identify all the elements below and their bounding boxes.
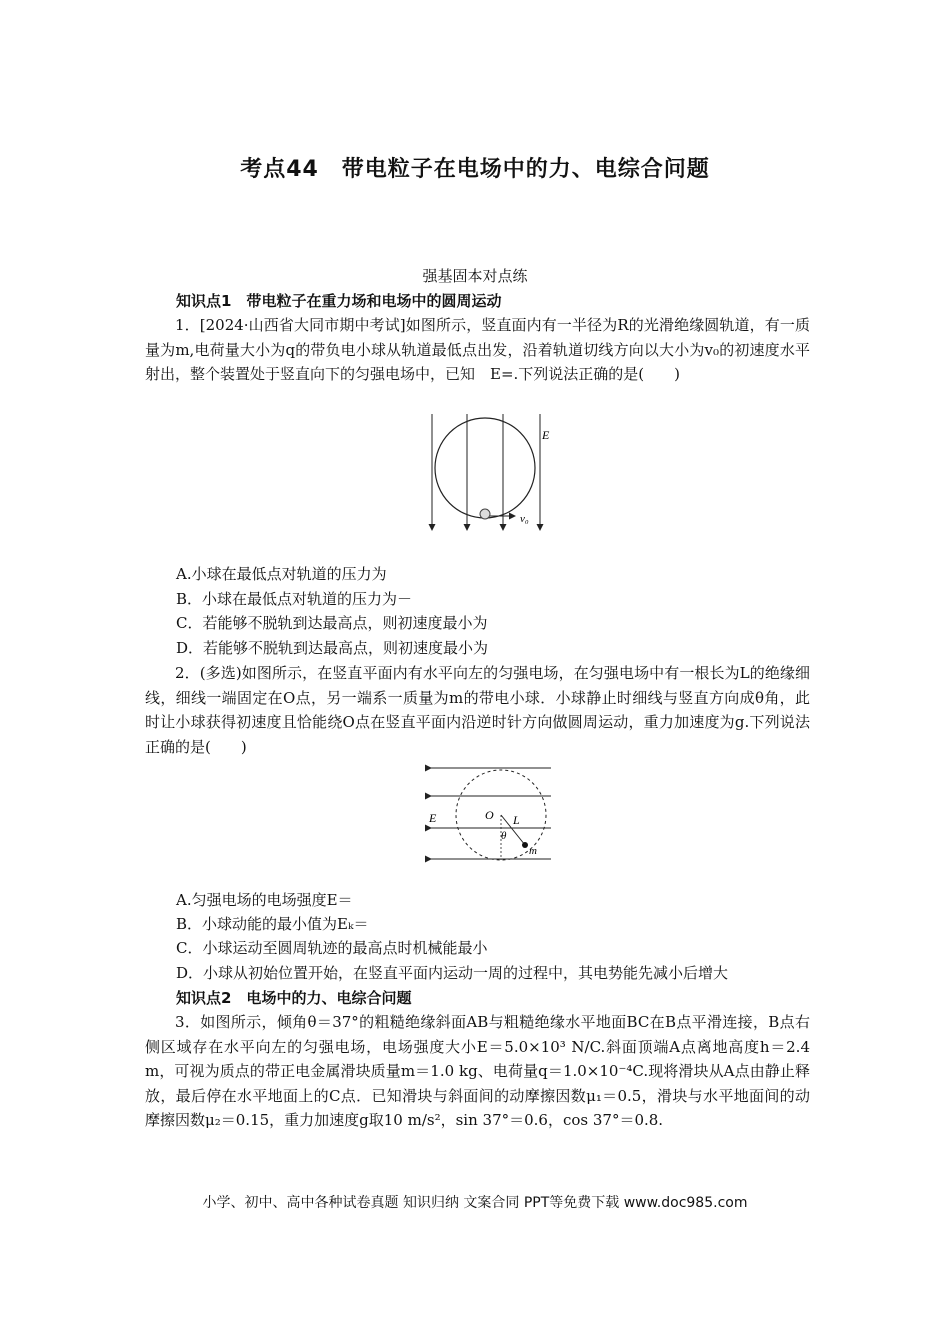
question-2-text (145, 661, 810, 759)
q2-option-a: A.匀强电场的电场强度E＝ (176, 891, 353, 909)
label-O: O (485, 808, 494, 822)
footer-banner: 小学、初中、高中各种试卷真题 知识归纳 文案合同 PPT等免费下载 www.doc985.com (202, 1195, 748, 1211)
knowledge-point-2: 知识点2 电场中的力、电综合问题 (176, 989, 412, 1007)
q1-option-a: A.小球在最低点对轨道的压力为 (176, 565, 387, 583)
label-E: E (429, 811, 437, 825)
figure-circular-track (415, 412, 565, 537)
label-theta: θ (501, 830, 507, 842)
question-3-body: 3．如图所示，倾角θ＝37°的粗糙绝缘斜面AB与粗糙绝缘水平地面BC在B点平滑连接，B点右侧区域存在水平向左的匀强电场，电场强度大小E＝5.0×10³ N/C.斜面顶端A点离地高度h＝2.4 m，可视为质点的带正电金属滑块质量m＝1.0 kg、电荷量q＝1.0×10⁻⁴C.现将滑块从A点由静止释放，最后停在水平地面上的C点．已知滑块与斜面间的动摩擦因数μ₁＝0.5，滑块与水平地面间的动摩擦因数μ₂＝0.15，重力加速度g取10 m/s²，sin 37°＝0.6，cos 37°＝0.8. (145, 1013, 810, 1129)
label-m: m (529, 845, 537, 857)
q1-option-b: B．小球在最低点对轨道的压力为－ (176, 590, 413, 608)
ball (480, 509, 490, 519)
question-3-text (145, 1010, 810, 1133)
question-2-body: 2．(多选)如图所示，在竖直平面内有水平向左的匀强电场，在匀强电场中有一根长为L的绝缘细线，细线一端固定在O点，另一端系一质量为m的带电小球．小球静止时细线与竖直方向成θ角，此时让小球获得初速度且恰能绕O点在竖直平面内沿逆时针方向做圆周运动，重力加速度为g.下列说法正确的是( ) (145, 664, 810, 756)
q2-option-d: D．小球从初始位置开始，在竖直平面内运动一周的过程中，其电势能先减小后增大 (176, 964, 729, 982)
label-E: E (542, 428, 550, 442)
circular-track (435, 418, 535, 518)
figure-pendulum-field (425, 762, 555, 866)
label-v0: v₀ (520, 513, 529, 525)
page-title: 考点44 带电粒子在电场中的力、电综合问题 (240, 157, 710, 182)
q1-option-c: C．若能够不脱轨到达最高点，则初速度最小为 (176, 614, 488, 632)
small-ball (522, 842, 528, 848)
question-1-text (145, 313, 810, 387)
section-heading: 强基固本对点练 (422, 267, 528, 285)
label-L: L (513, 813, 520, 827)
question-1-body: 1．[2024·山西省大同市期中考试]如图所示，竖直面内有一半径为R的光滑绝缘圆轨道，有一质量为m,电荷量大小为q的带负电小球从轨道最低点出发，沿着轨道切线方向以大小为v₀的初速度水平射出，整个装置处于竖直向下的匀强电场中，已知 E=.下列说法正确的是( ) (145, 316, 810, 383)
knowledge-point-1: 知识点1 带电粒子在重力场和电场中的圆周运动 (176, 292, 502, 310)
q1-option-d: D．若能够不脱轨到达最高点，则初速度最小为 (176, 639, 489, 657)
q2-option-b: B．小球动能的最小值为Eₖ＝ (176, 915, 369, 933)
q2-option-c: C．小球运动至圆周轨迹的最高点时机械能最小 (176, 939, 488, 957)
